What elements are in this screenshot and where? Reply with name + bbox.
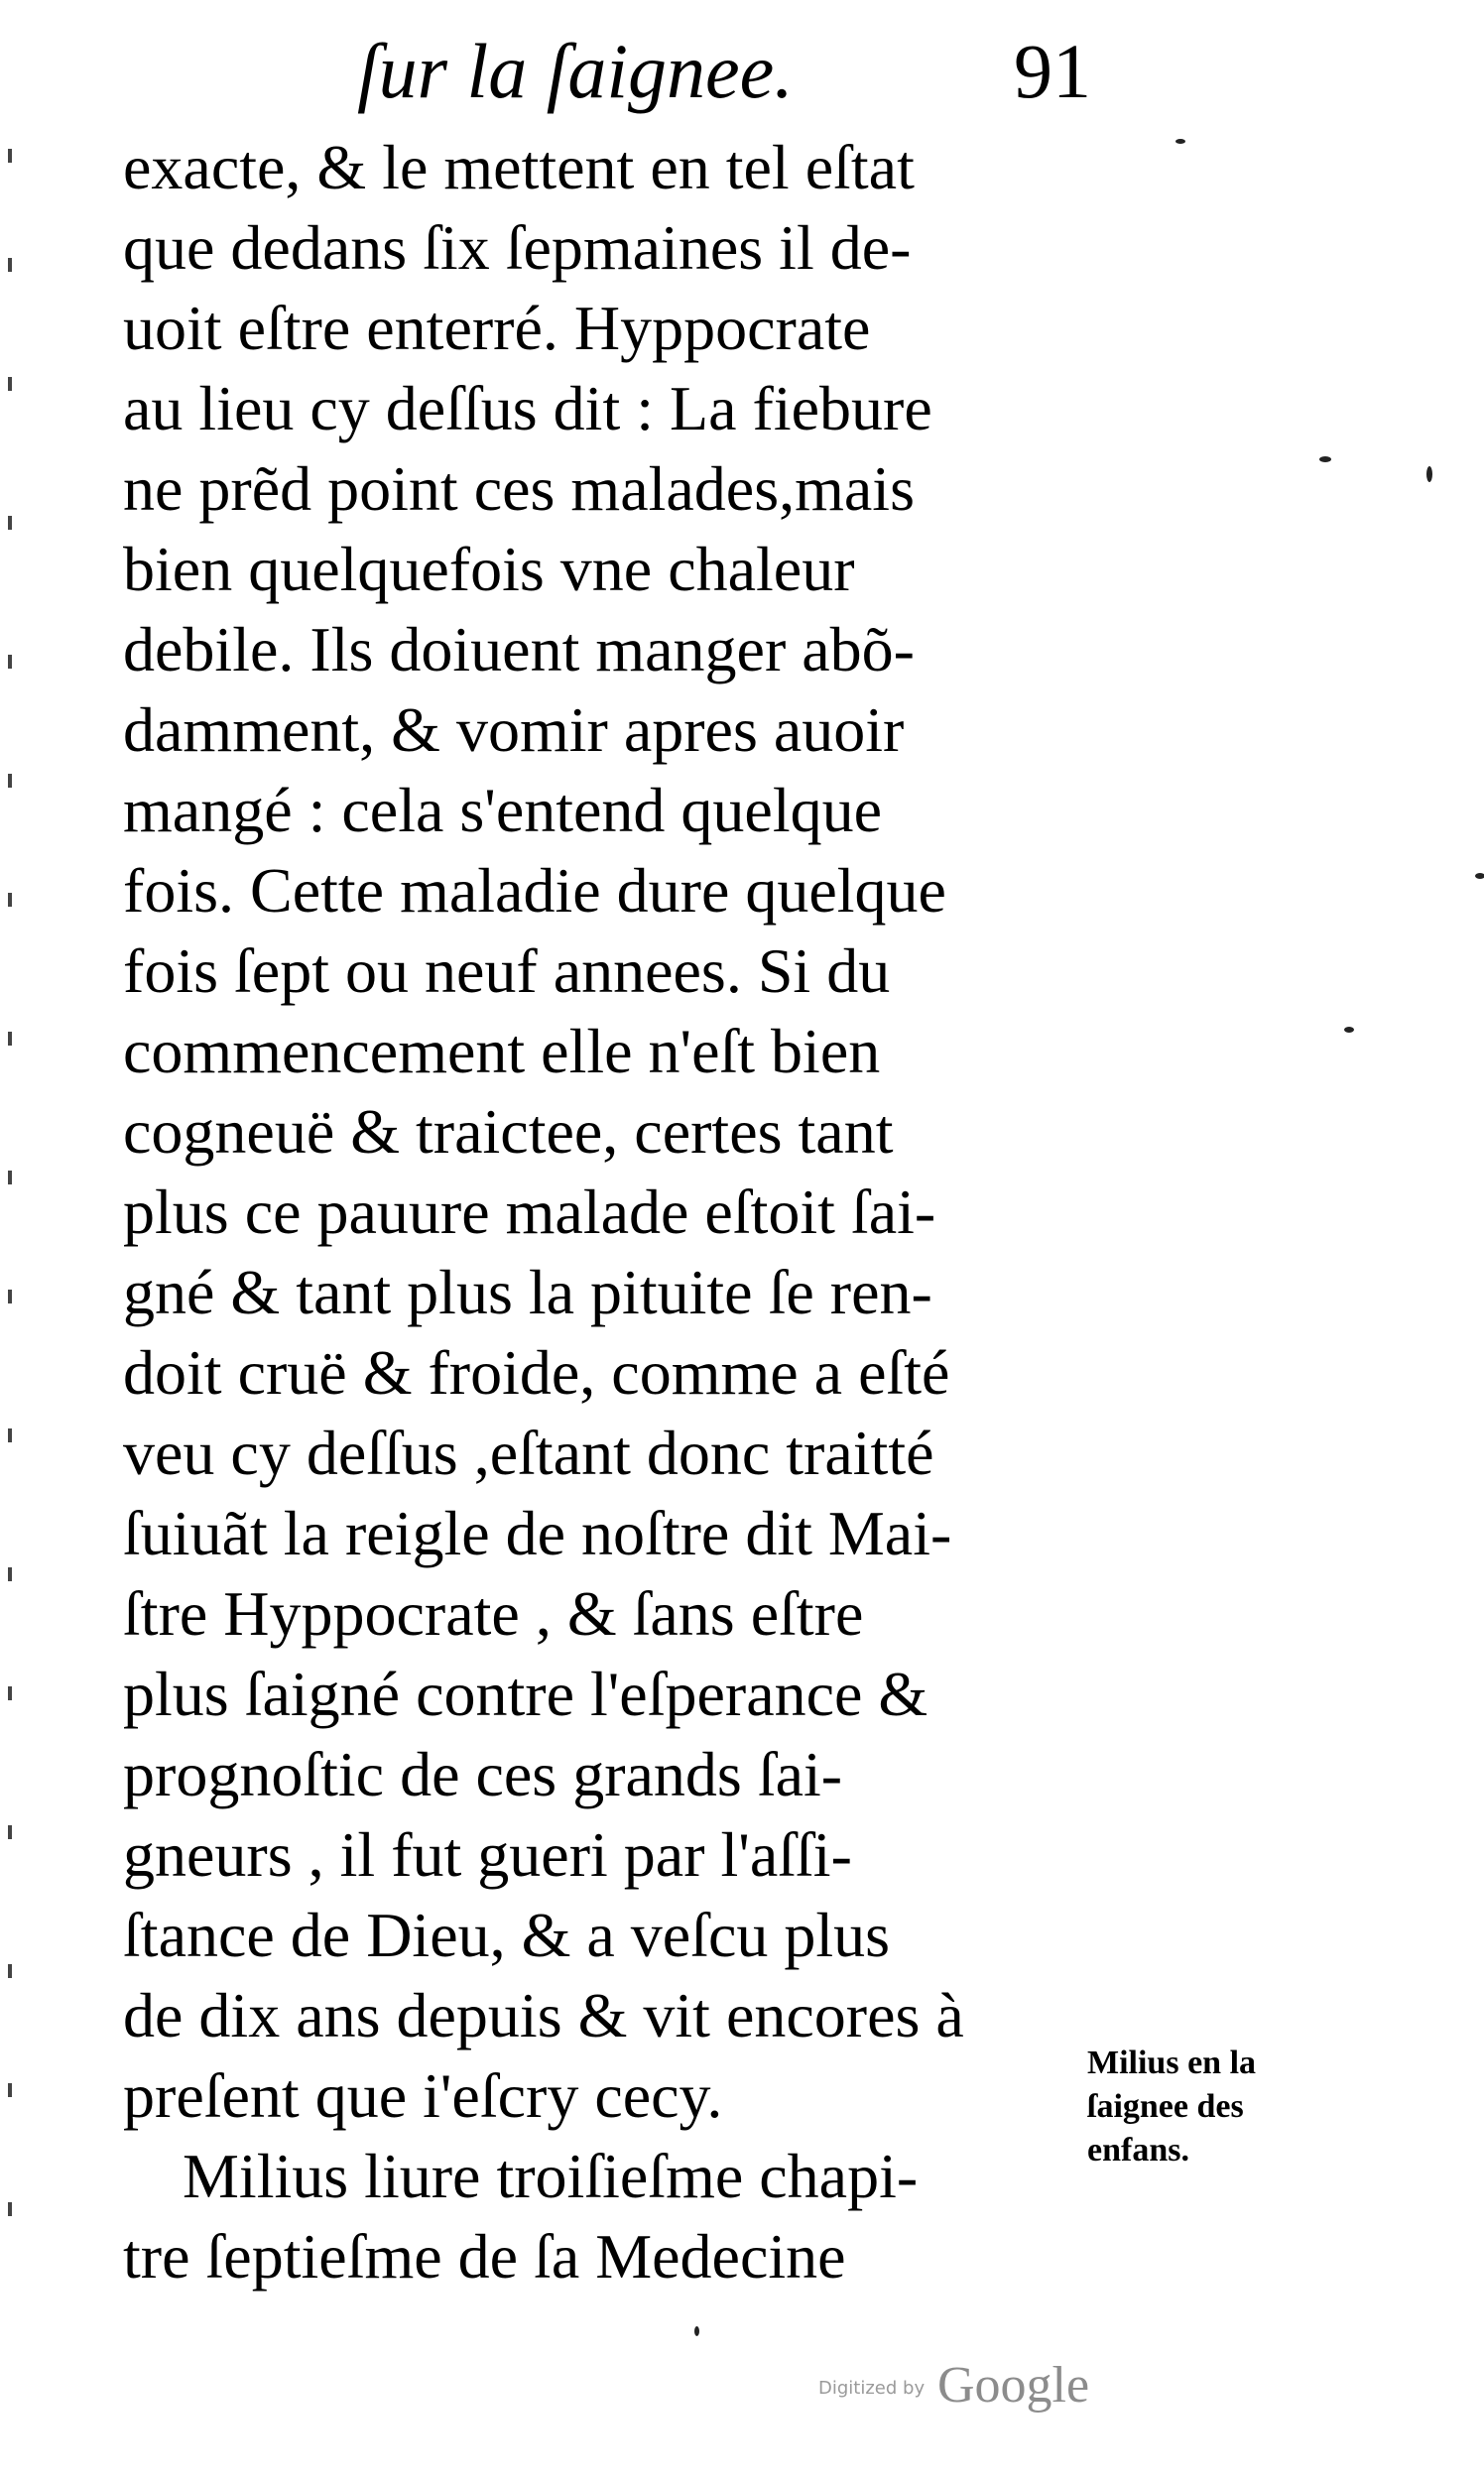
text-line: ſuiuãt la reigle de noſtre dit Mai- (123, 1498, 952, 1568)
text-line: preſent que i'eſcry cecy. (123, 2060, 723, 2131)
google-logo-text: Google (937, 2357, 1090, 2414)
text-line: uoit eſtre enterré. Hyppocrate (123, 293, 871, 363)
text-line: ne prẽd point ces malades,mais (123, 453, 915, 524)
text-line: exacte, & le mettent en tel eſtat (123, 132, 915, 202)
ink-speck (1319, 456, 1331, 462)
running-head (337, 22, 1091, 121)
paragraph-start-line: Milius liure troiſieſme chapi- (183, 2141, 919, 2211)
text-line: que dedans ſix ſepmaines il de- (123, 212, 912, 283)
text-line: commencement elle n'eſt bien (123, 1016, 881, 1086)
text-line: bien quelquefois vne chaleur (123, 534, 855, 604)
ink-speck (1344, 1027, 1354, 1033)
text-line: ſtre Hyppocrate , & ſans eſtre (123, 1578, 864, 1649)
text-line: veu cy deſſus ,eſtant donc traitté (123, 1418, 934, 1488)
ink-speck (1475, 873, 1484, 879)
text-line: au lieu cy deſſus dit : La fiebure (123, 373, 932, 443)
page-number: 91 (1014, 28, 1091, 114)
body-text (123, 127, 1075, 2296)
ink-speck (694, 2326, 699, 2336)
google-watermark (818, 2356, 1136, 2416)
text-line: gneurs , il fut gueri par l'aſſi- (123, 1819, 852, 1890)
watermark-prefix: Digitized by (818, 2378, 926, 2399)
ink-speck (1426, 466, 1432, 482)
marginal-note-line: ſaignee des (1087, 2088, 1244, 2125)
text-line: de dix ans depuis & vit encores à (123, 1980, 964, 2050)
text-line: prognoſtic de ces grands ſai- (123, 1739, 843, 1809)
marginal-note-line: enfans. (1087, 2132, 1189, 2169)
text-line: plus ſaigné contre l'eſperance & (123, 1659, 928, 1729)
text-line: plus ce pauure malade eſtoit ſai- (123, 1177, 936, 1247)
ink-speck (1175, 139, 1185, 144)
text-line: doit cruë & froide, comme a eſté (123, 1337, 950, 1408)
text-line: tre ſeptieſme de ſa Medecine (123, 2221, 846, 2292)
marginal-note (1087, 2042, 1335, 2172)
text-line: debile. Ils doiuent manger abõ- (123, 614, 915, 684)
text-line: fois ſept ou neuf annees. Si du (123, 935, 891, 1006)
binding-edge-marks (0, 139, 30, 2242)
text-line: cogneuë & traictee, certes tant (123, 1096, 894, 1167)
text-line: ſtance de Dieu, & a veſcu plus (123, 1900, 891, 1970)
running-title: ſur la ſaignee. (357, 28, 794, 114)
marginal-note-line: Milius en la (1087, 2045, 1257, 2081)
text-line: gné & tant plus la pituite ſe ren- (123, 1257, 932, 1327)
text-line: fois. Cette maladie dure quelque (123, 855, 946, 926)
text-line: mangé : cela s'entend quelque (123, 775, 882, 845)
text-line: damment, & vomir apres auoir (123, 694, 905, 765)
